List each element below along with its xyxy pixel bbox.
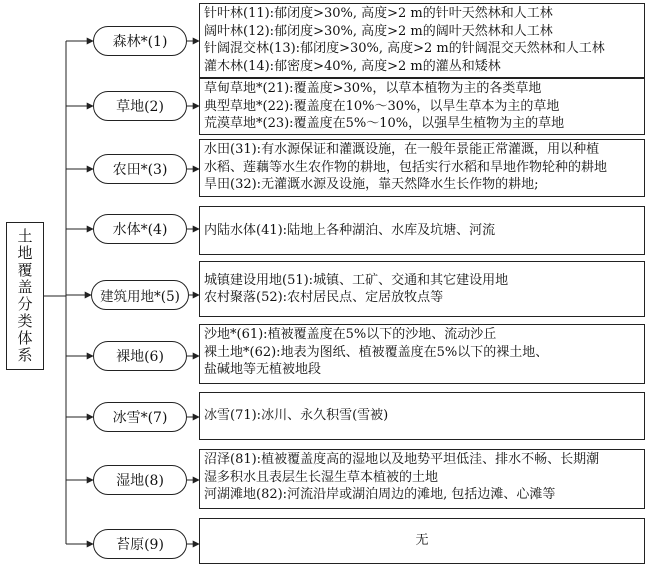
desc-line: 盐碱地等无植被地段 xyxy=(204,362,322,377)
desc-line: 水稻、莲藕等水生农作物的耕地，包括实行水稻和旱地作物轮种的耕地 xyxy=(204,159,608,175)
root-box xyxy=(6,222,44,370)
desc-line: 针叶林(11):郁闭度>30%, 高度>2 m的针叶天然林和人工林 xyxy=(204,6,553,21)
category-node-grassland: 草地(2) xyxy=(93,91,187,121)
desc-box-farmland xyxy=(199,139,645,197)
desc-box-water xyxy=(199,206,645,255)
desc-box-ice-snow xyxy=(199,392,645,440)
desc-line: 内陆水体(41):陆地上各种湖泊、水库及坑塘、河流 xyxy=(204,222,496,238)
desc-line: 湿多积水且表层生长湿生草本植被的土地 xyxy=(204,469,439,485)
root-char: 系 xyxy=(17,346,33,364)
desc-box-forest xyxy=(199,3,645,78)
desc-line: 旱田(32):无灌溉水源及设施，靠天然降水生长作物的耕地; xyxy=(204,177,539,192)
desc-line: 水田(31):有水源保证和灌溉设施，在一般年景能正常灌溉，用以种植 xyxy=(204,142,600,157)
category-node-bareland: 裸地(6) xyxy=(93,341,187,371)
category-node-tundra: 苔原(9) xyxy=(93,529,187,559)
desc-line: 裸土地*(62):地表为图纸、植被覆盖度在5%以下的裸土地、 xyxy=(204,344,549,360)
desc-line: 阔叶林(12):郁闭度>30%, 高度>2 m的阔叶天然林和人工林 xyxy=(204,23,553,39)
desc-box-tundra xyxy=(199,518,645,564)
desc-line: 针阔混交林(13):郁闭度>30%, 高度>2 m的针阔混交天然林和人工林 xyxy=(204,41,605,56)
desc-line: 灌木林(14):郁密度>40%, 高度>2 m的灌丛和矮林 xyxy=(204,58,501,74)
category-node-farmland: 农田*(3) xyxy=(93,154,187,184)
desc-box-bareland xyxy=(199,324,645,384)
root-char: 类 xyxy=(17,312,33,330)
category-node-water: 水体*(4) xyxy=(93,214,187,244)
category-node-ice-snow: 冰雪*(7) xyxy=(93,402,187,432)
desc-line: 冰雪(71):冰川、永久积雪(雪被) xyxy=(204,408,389,424)
category-node-wetland: 湿地(8) xyxy=(93,465,187,495)
desc-line: 城镇建设用地(51):城镇、工矿、交通和其它建设用地 xyxy=(204,272,509,288)
desc-line: 沼泽(81):植被覆盖度高的湿地以及地势平坦低洼、排水不畅、长期潮 xyxy=(204,452,600,467)
root-char: 土 xyxy=(17,227,33,245)
root-char: 分 xyxy=(17,295,33,313)
desc-box-wetland xyxy=(199,449,645,509)
desc-line: 典型草地*(22):覆盖度在10%～30%，以旱生草本为主的草地 xyxy=(204,98,560,114)
category-node-construction: 建筑用地*(5) xyxy=(91,280,189,310)
desc-line: 荒漠草地*(23):覆盖度在5%～10%，以强旱生植物为主的草地 xyxy=(204,116,565,131)
desc-box-grassland xyxy=(199,78,645,135)
desc-line: 无 xyxy=(415,533,429,549)
desc-line: 农村聚落(52):农村居民点、定居放牧点等 xyxy=(204,290,444,305)
desc-line: 河湖滩地(82):河流沿岸或湖泊周边的滩地, 包括边滩、心滩等 xyxy=(204,487,556,502)
desc-box-construction xyxy=(199,261,645,317)
desc-line: 沙地*(61):植被覆盖度在5%以下的沙地、流动沙丘 xyxy=(204,327,497,342)
desc-line: 草甸草地*(21):覆盖度>30%，以草本植物为主的各类草地 xyxy=(204,81,542,96)
root-char: 覆 xyxy=(17,261,33,279)
root-char: 体 xyxy=(17,329,33,347)
root-char: 盖 xyxy=(17,278,33,296)
category-node-forest: 森林*(1) xyxy=(93,26,187,56)
root-char: 地 xyxy=(17,244,33,262)
